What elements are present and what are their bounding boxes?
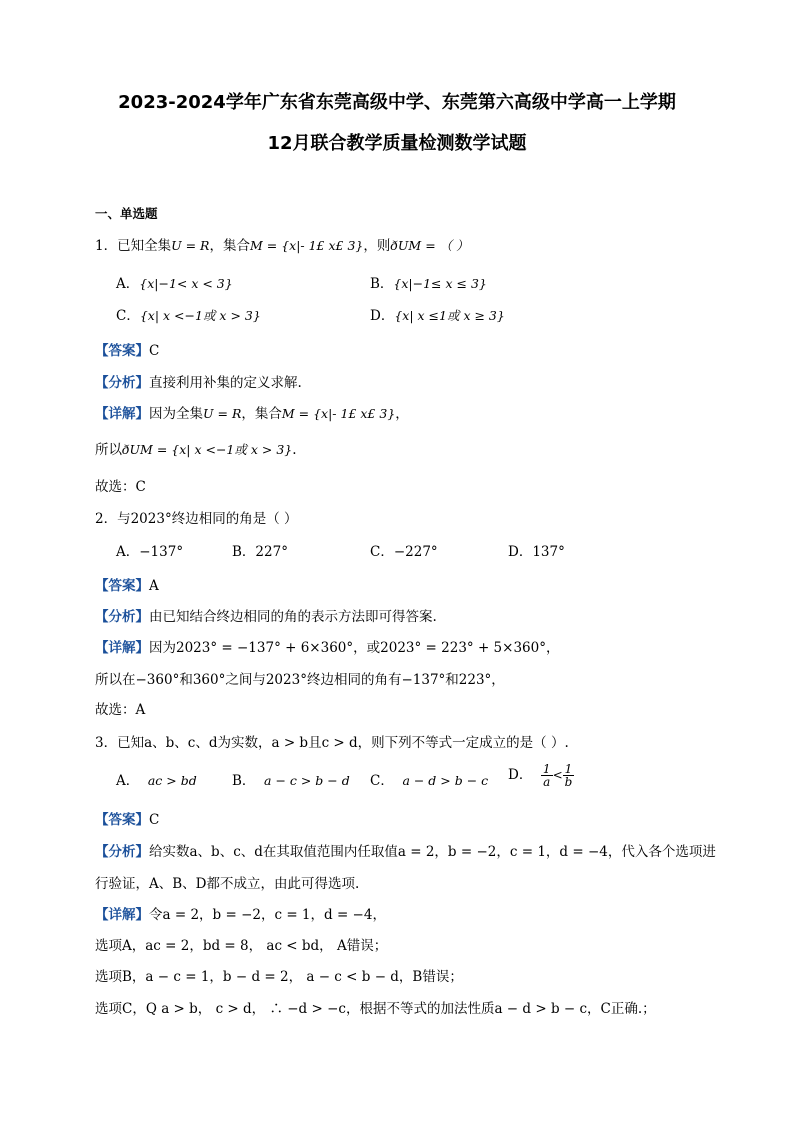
q3-option-b <box>232 769 350 789</box>
q2-answer-value: A <box>149 578 159 594</box>
q2-analysis <box>95 605 437 625</box>
q3-analysis-2: 行验证，A、B、D都不成立，由此可得选项. <box>95 876 360 892</box>
q2-option-a: A．−137° <box>116 544 184 560</box>
q1-stem <box>95 234 469 254</box>
q1-detail-2-pre: 所以 <box>95 442 122 458</box>
q1-answer-tag: 【答案】 <box>95 343 149 359</box>
q2-option-d: D．137° <box>508 544 565 560</box>
q1-detail-1-m: M = {x|- 1£ x£ 3} <box>281 406 396 421</box>
q2-detail-2: 所以在−360°和360°之间与2023°终边相同的角有−137°和223°， <box>95 672 505 688</box>
q1-stem-u: U = R <box>171 238 210 253</box>
q1-stem-m: M = {x|- 1£ x£ 3} <box>249 238 364 253</box>
section-heading: 一、单选题 <box>95 206 158 221</box>
q2-choose: 故选：A <box>95 702 146 718</box>
q1-option-c <box>116 304 261 324</box>
q1-detail-2-math: ðUM = {x| x <−1或 x > 3} <box>122 442 293 457</box>
exam-title-line1: 2023-2024学年广东省东莞高级中学、东莞第六高级中学高一上学期 <box>118 92 676 113</box>
q3-option-d-num2: 1 <box>564 762 573 776</box>
q1-analysis <box>95 371 302 391</box>
q3-answer-value: C <box>149 812 160 828</box>
q3-detail-2: 选项A，ac = 2，bd = 8， ac < bd， A错误； <box>95 938 388 954</box>
q2-option-c: C．−227° <box>370 544 438 560</box>
q3-detail-1 <box>95 903 386 923</box>
q2-detail-1 <box>95 636 559 656</box>
q1-detail-1-pre: 因为全集 <box>149 406 203 422</box>
q3-option-a-text: ac > bd <box>147 773 197 788</box>
q1-detail-2 <box>95 438 297 458</box>
q1-option-c-label: C． <box>116 308 140 324</box>
q1-answer <box>95 339 159 359</box>
q3-analysis-1 <box>95 840 716 860</box>
q3-detail-tag: 【详解】 <box>95 907 149 923</box>
q3-option-d-den2: b <box>564 775 573 789</box>
q3-analysis-tag: 【分析】 <box>95 844 149 860</box>
q3-option-a <box>116 769 197 789</box>
q1-option-a-text: {x|−1< x < 3} <box>139 276 233 291</box>
q1-detail-1-u: U = R <box>203 406 242 421</box>
q2-answer <box>95 574 159 594</box>
q2-answer-tag: 【答案】 <box>95 578 149 594</box>
q3-option-b-text: a − c > b − d <box>264 773 350 788</box>
q2-detail-tag: 【详解】 <box>95 640 149 656</box>
q3-analysis-1-text: 给实数a、b、c、d在其取值范围内任取值a = 2，b = −2，c = 1，d = −4，代入各个选项进 <box>149 844 716 860</box>
q3-option-d-lt: < <box>552 768 563 782</box>
q1-detail-2-post: . <box>292 442 297 458</box>
q3-answer-tag: 【答案】 <box>95 812 149 828</box>
q3-option-d <box>508 763 574 788</box>
q3-option-c-label: C． <box>370 773 394 789</box>
q3-answer <box>95 808 159 828</box>
q3-detail-1-text: 令a = 2，b = −2，c = 1，d = −4， <box>149 907 386 923</box>
q1-option-d <box>370 304 505 324</box>
q1-answer-value: C <box>149 343 160 359</box>
q1-option-c-text: {x| x <−1或 x > 3} <box>139 308 261 323</box>
q1-detail-1-mid: ，集合 <box>241 406 282 422</box>
q1-stem-comp: ðUM = （ ） <box>390 238 469 253</box>
q1-option-b <box>370 272 487 292</box>
q1-stem-mid: ，集合 <box>209 238 250 254</box>
q1-option-d-label: D． <box>370 308 395 324</box>
q2-option-b: B．227° <box>232 544 288 560</box>
q3-detail-4: 选项C，Q a > b， c > d， ∴ −d > −c，根据不等式的加法性质a − d > b − c，C正确.； <box>95 1001 656 1017</box>
q1-option-b-label: B． <box>370 276 394 292</box>
q1-stem-post: ，则 <box>363 238 391 254</box>
q3-option-c-text: a − d > b − c <box>402 773 489 788</box>
q1-option-b-text: {x|−1≤ x ≤ 3} <box>393 276 487 291</box>
q3-detail-3: 选项B，a − c = 1，b − d = 2， a − c < b − d，B错误； <box>95 969 463 985</box>
q3-option-b-label: B． <box>232 773 256 789</box>
q3-option-d-num1: 1 <box>542 762 551 776</box>
exam-title-line2: 12月联合教学质量检测数学试题 <box>267 133 527 154</box>
q2-stem: 2．与2023°终边相同的角是（ ） <box>95 511 298 527</box>
q2-detail-1-text: 因为2023° = −137° + 6×360°，或2023° = 223° + 5×360°， <box>149 640 560 656</box>
q3-option-c <box>370 769 488 789</box>
q1-analysis-tag: 【分析】 <box>95 375 149 391</box>
q1-detail-1 <box>95 402 409 422</box>
q1-detail-tag: 【详解】 <box>95 406 149 422</box>
q3-option-d-frac2 <box>563 763 575 788</box>
q2-analysis-text: 由已知结合终边相同的角的表示方法即可得答案. <box>149 609 437 625</box>
q1-choose: 故选：C <box>95 479 146 495</box>
q1-stem-pre: 1．已知全集 <box>95 238 172 254</box>
q3-option-d-den1: a <box>543 775 551 789</box>
q1-detail-1-post: ， <box>395 406 409 422</box>
q1-option-a <box>116 272 233 292</box>
q3-stem: 3．已知a、b、c、d为实数，a > b且c > d，则下列不等式一定成立的是（ ）. <box>95 735 569 751</box>
q1-option-d-text: {x| x ≤1或 x ≥ 3} <box>394 308 505 323</box>
q1-option-a-label: A． <box>116 276 140 292</box>
q3-option-a-label: A． <box>116 773 140 789</box>
q3-option-d-label: D． <box>508 767 533 783</box>
q3-option-d-frac1 <box>541 763 553 788</box>
q2-analysis-tag: 【分析】 <box>95 609 149 625</box>
q1-analysis-text: 直接利用补集的定义求解. <box>149 375 302 391</box>
